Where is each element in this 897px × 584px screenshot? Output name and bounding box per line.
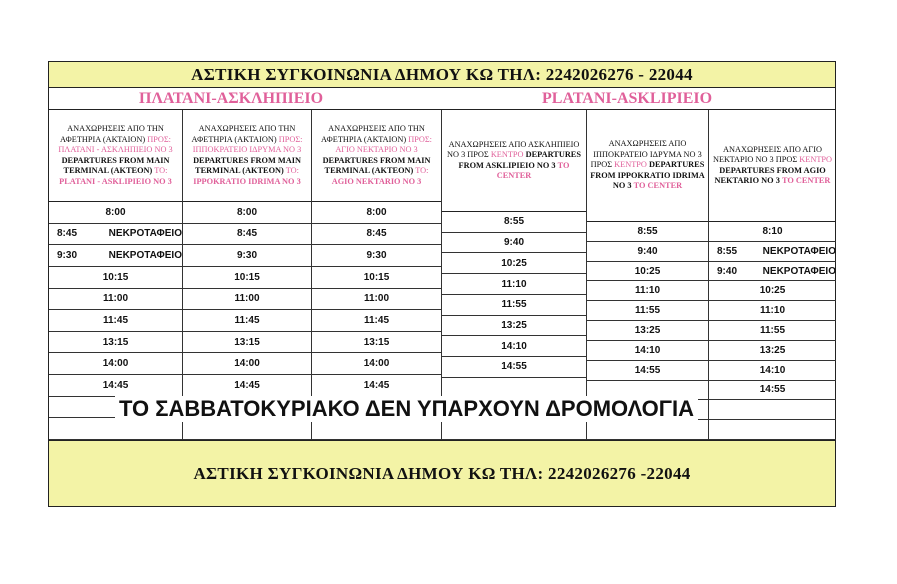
departure-time: 11:45 <box>363 314 390 326</box>
departure-time: 11:00 <box>234 293 260 305</box>
time-cell <box>709 262 836 282</box>
header-greek: ΑΝΑΧΩΡΗΣΕΙΣ ΑΠΟ ΤΗΝ ΑΦΕΤΗΡΙΑ (ΑΚΤΑΙΟΝ) <box>321 124 425 144</box>
time-cell <box>709 321 836 341</box>
stop-note: ΝΕΚΡΟΤΑΦΕΙΟ <box>108 250 182 262</box>
departure-time: 8:55 <box>717 245 738 257</box>
departure-time: 11:55 <box>501 299 527 311</box>
header-english: DEPARTURES FROM AGIO NEKTARIO NO 3 <box>714 165 826 185</box>
departure-time: 8:45 <box>366 228 387 240</box>
header-english: DEPARTURES FROM MAIN TERMINAL (AKTEON) <box>193 155 301 175</box>
header-to: TO: <box>154 166 168 175</box>
time-cell <box>442 336 586 357</box>
timetable-sheet <box>48 61 836 507</box>
time-cell <box>709 381 836 401</box>
header-destination-greek: ΠΡΟΣ: ΙΠΠΟΚΡΑΤΕΙΟ ΙΔΡΥΜΑ ΝΟ 3 <box>192 134 303 154</box>
time-cell <box>442 316 586 337</box>
stop-note: ΝΕΚΡΟΤΑΦΕΙΟ <box>762 245 836 257</box>
departure-time: 8:45 <box>236 228 257 240</box>
departure-time: 9:40 <box>637 245 658 257</box>
column-header <box>49 110 182 202</box>
column-header <box>312 110 441 202</box>
time-cell <box>49 267 182 289</box>
departure-time: 14:00 <box>102 358 129 370</box>
time-cell <box>587 361 708 381</box>
time-cell <box>183 289 311 311</box>
departure-time: 14:45 <box>102 379 129 391</box>
time-cell <box>49 310 182 332</box>
time-cell <box>312 202 441 224</box>
route-name-greek: ΠΛΑΤΑΝΙ-ΑΣΚΛΗΠΙΕΙΟ <box>139 90 324 107</box>
departure-time: 9:30 <box>236 250 257 262</box>
time-cell <box>442 419 586 440</box>
time-cell <box>183 375 311 397</box>
time-cell <box>709 222 836 242</box>
departure-time: 11:55 <box>634 305 661 317</box>
time-cell <box>183 224 311 246</box>
header-to: TO: <box>285 166 299 175</box>
page-title: ΑΣΤΙΚΗ ΣΥΓΚΟΙΝΩΝΙΑ ΔΗΜΟΥ ΚΩ ΤΗΛ: 2242026276 - 22044 <box>49 62 835 88</box>
schedule-column <box>183 110 312 440</box>
time-cell <box>312 375 441 397</box>
departure-time: 9:40 <box>717 265 738 277</box>
time-cell <box>587 242 708 262</box>
departure-time: 11:10 <box>501 278 527 290</box>
time-cell <box>49 202 182 224</box>
header-english: DEPARTURES FROM MAIN TERMINAL (AKTEON) <box>322 155 431 175</box>
departure-time: 10:15 <box>363 271 390 283</box>
time-cell <box>49 375 182 397</box>
time-cell <box>587 262 708 282</box>
time-cell <box>709 341 836 361</box>
header-english: DEPARTURES FROM ASKLIPIEIO NO 3 <box>458 150 581 170</box>
time-cell <box>442 295 586 316</box>
time-cell <box>709 400 836 420</box>
departure-time: 10:25 <box>759 285 786 297</box>
header-destination-greek: ΚΕΝΤΡΟ <box>799 155 833 164</box>
column-header <box>183 110 311 202</box>
time-cell <box>442 253 586 274</box>
header-greek: ΑΝΑΧΩΡΗΣΕΙΣ ΑΠΟ ΤΗΝ ΑΦΕΤΗΡΙΑ (ΑΚΤΑΙΟΝ) <box>191 124 296 144</box>
schedule-column <box>312 110 442 440</box>
departure-time: 10:25 <box>634 265 661 277</box>
departure-time: 14:00 <box>363 358 390 370</box>
departure-time: 8:55 <box>637 225 658 237</box>
departure-time: 10:25 <box>501 257 527 269</box>
route-header <box>49 88 835 110</box>
departure-time: 8:00 <box>105 206 126 218</box>
time-cell <box>709 301 836 321</box>
time-cell <box>49 245 182 267</box>
time-cell <box>587 321 708 341</box>
time-cell <box>312 289 441 311</box>
departure-time: 8:00 <box>236 206 257 218</box>
header-destination-greek: ΠΡΟΣ: ΑΓΙΟ ΝΕΚΤΑΡΙΟ ΝΟ 3 <box>335 134 432 154</box>
departure-time: 14:10 <box>634 344 661 356</box>
time-cell <box>587 420 708 440</box>
header-to: TO: <box>415 166 429 175</box>
time-cell <box>709 420 836 440</box>
header-destination-english: PLATANI - ASKLIPIEIO NO 3 <box>59 176 172 186</box>
departure-time: 14:10 <box>501 340 527 352</box>
departure-time: 8:10 <box>762 225 783 237</box>
schedule-column <box>709 110 836 440</box>
schedule-column <box>587 110 709 440</box>
column-header <box>587 110 708 222</box>
departure-time: 14:00 <box>234 358 260 370</box>
departure-time: 13:15 <box>234 336 260 348</box>
time-cell <box>312 224 441 246</box>
time-cell <box>709 281 836 301</box>
weekend-notice: ΤΟ ΣΑΒΒΑΤΟΚΥΡΙΑΚΟ ΔΕΝ ΥΠΑΡΧΟΥΝ ΔΡΟΜΟΛΟΓΙΑ <box>115 396 698 422</box>
time-cell <box>183 310 311 332</box>
schedule-column <box>442 110 587 440</box>
departure-time: 13:15 <box>363 336 390 348</box>
departure-time: 11:10 <box>634 285 661 297</box>
departure-time: 8:00 <box>366 206 387 218</box>
departure-time: 9:30 <box>57 250 78 262</box>
departure-time: 14:45 <box>234 379 260 391</box>
departure-time: 14:10 <box>759 364 786 376</box>
departure-time: 10:15 <box>102 271 129 283</box>
header-destination-english: TO CENTER <box>496 160 570 180</box>
departure-time: 13:15 <box>102 336 129 348</box>
time-cell <box>49 289 182 311</box>
departure-time: 14:45 <box>363 379 390 391</box>
schedule-column <box>49 110 183 440</box>
time-cell <box>183 202 311 224</box>
departure-time: 14:55 <box>501 361 527 373</box>
departure-time: 9:30 <box>366 250 387 262</box>
header-destination-greek: ΠΡΟΣ: ΠΛΑΤΑΝΙ - ΑΣΚΛΗΠΙΕΙΟ ΝΟ 3 <box>58 134 173 154</box>
stop-note: ΝΕΚΡΟΤΑΦΕΙΟ <box>762 265 836 277</box>
departure-time: 11:45 <box>234 314 260 326</box>
header-destination-english: TO CENTER <box>781 176 831 185</box>
departure-time: 9:40 <box>503 237 524 249</box>
time-cell <box>587 222 708 242</box>
departure-time: 14:55 <box>634 364 661 376</box>
departure-time: 8:55 <box>503 216 524 228</box>
time-cell <box>183 332 311 354</box>
time-cell <box>183 353 311 375</box>
time-cell <box>587 301 708 321</box>
departure-time: 13:25 <box>634 324 661 336</box>
time-cell <box>587 341 708 361</box>
time-cell <box>312 332 441 354</box>
departure-time: 13:25 <box>759 344 786 356</box>
time-cell <box>312 353 441 375</box>
header-greek: ΑΝΑΧΩΡΗΣΕΙΣ ΑΠΟ ΙΠΠΟΚΡΑΤΕΙΟ ΙΔΡΥΜΑ ΝΟ 3 ΠΡΟΣ <box>590 139 702 170</box>
time-cell <box>587 281 708 301</box>
time-cell <box>49 224 182 246</box>
header-destination-greek: ΚΕΝΤΡΟ <box>614 160 647 170</box>
header-destination-english: IPPOKRATIO IDRIMA NO 3 <box>193 176 301 186</box>
time-cell <box>709 361 836 381</box>
time-cell <box>442 233 586 254</box>
departure-time: 14:55 <box>759 384 786 396</box>
time-cell <box>442 274 586 295</box>
header-greek: ΑΝΑΧΩΡΗΣΕΙΣ ΑΠΟ ΤΗΝ ΑΦΕΤΗΡΙΑ (ΑΚΤΑΙΟΝ) <box>60 124 164 144</box>
header-english: DEPARTURES FROM IPPOKRATIO IDRIMA NO 3 <box>590 160 705 191</box>
time-cell <box>183 245 311 267</box>
column-header <box>709 110 836 222</box>
time-cell <box>49 332 182 354</box>
departure-time: 11:10 <box>759 305 786 317</box>
header-english: DEPARTURES FROM MAIN TERMINAL (AKTEON) <box>61 155 170 175</box>
departure-time: 13:25 <box>501 319 527 331</box>
column-header <box>442 110 586 212</box>
departure-time: 10:15 <box>234 271 260 283</box>
departure-time: 11:00 <box>363 293 390 305</box>
footer-title: ΑΣΤΙΚΗ ΣΥΓΚΟΙΝΩΝΙΑ ΔΗΜΟΥ ΚΩ ΤΗΛ: 2242026276 -22044 <box>49 440 835 506</box>
header-greek: ΑΝΑΧΩΡΗΣΕΙΣ ΑΠΟ ΑΣΚΛΗΠΙΕΙΟ ΝΟ 3 ΠΡΟΣ <box>447 139 580 159</box>
time-cell <box>312 245 441 267</box>
time-cell <box>49 353 182 375</box>
time-cell <box>442 212 586 233</box>
route-name-english: PLATANI-ASKLIPIEIO <box>542 90 713 107</box>
time-cell <box>183 267 311 289</box>
departure-time: 11:55 <box>759 324 786 336</box>
departure-time: 8:45 <box>57 228 78 240</box>
header-greek: ΑΝΑΧΩΡΗΣΕΙΣ ΑΠΟ ΑΓΙΟ ΝΕΚΤΑΡΙΟ ΝΟ 3 ΠΡΟΣ <box>712 144 822 164</box>
time-cell <box>442 357 586 378</box>
header-destination-english: TO CENTER <box>633 181 683 191</box>
header-destination-greek: ΚΕΝΤΡΟ <box>490 150 524 159</box>
time-cell <box>312 310 441 332</box>
time-cell <box>709 242 836 262</box>
stop-note: ΝΕΚΡΟΤΑΦΕΙΟ <box>108 228 182 240</box>
departure-time: 11:45 <box>102 314 129 326</box>
header-destination-english: AGIO NEKTARIO NO 3 <box>331 176 422 186</box>
departure-time: 11:00 <box>102 293 129 305</box>
time-cell <box>312 267 441 289</box>
